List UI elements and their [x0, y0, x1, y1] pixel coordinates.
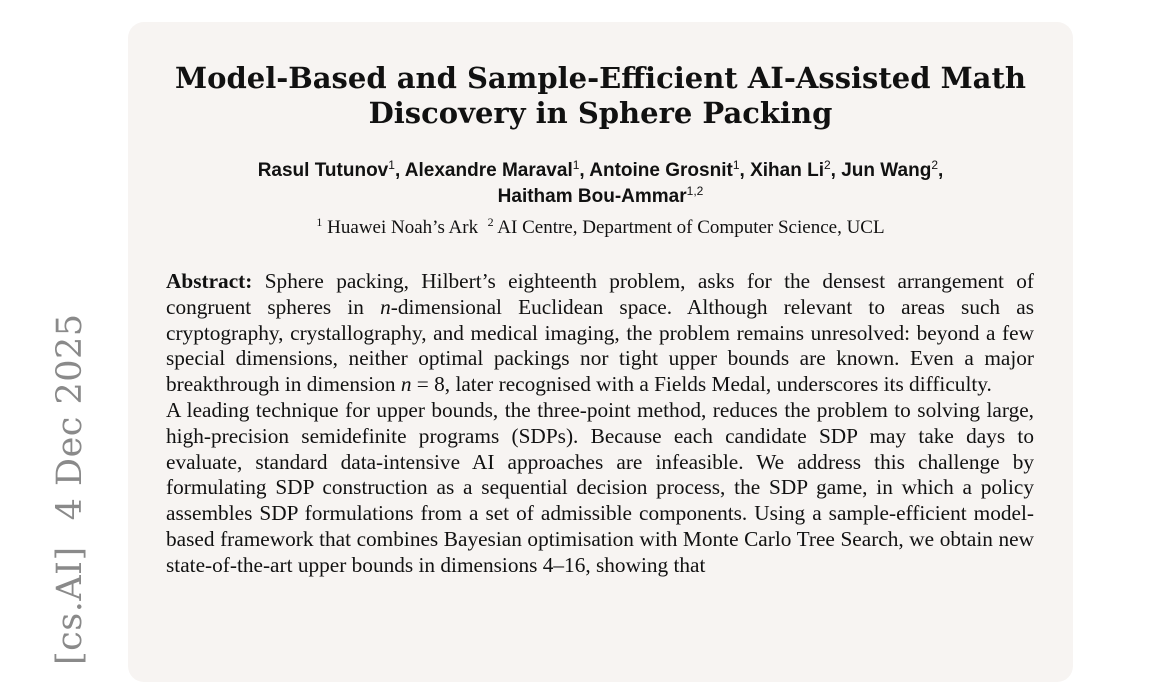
author: Haitham Bou-Ammar$^{1,2}$	[497, 184, 704, 207]
abstract	[166, 269, 1034, 579]
author: Rasul Tutunov$^1$,	[257, 158, 405, 181]
author: Antoine Grosnit$^1$,	[589, 158, 751, 181]
author: Jun Wang$^2$,	[841, 158, 944, 181]
title-line-2: Discovery in Sphere Packing	[368, 96, 833, 130]
arxiv-sidebar-stamp	[50, 313, 90, 665]
author-list	[128, 158, 1073, 210]
affiliations	[128, 215, 1073, 241]
arxiv-date: 4 Dec 2025	[50, 313, 90, 521]
abstract-paragraph-1	[166, 269, 1034, 398]
abstract-paragraph-2: A leading technique for upper bounds, the three-point method, reduces the problem to solving large, high-precision semidefinite programs (SDPs). Because each candidate SDP may take days to evaluate, standard data-intensive AI approaches are infeasible. We address this challenge by formulating SDP construction as a sequential decision process, the SDP game, in which a policy assembles SDP formulations from a set of admissible components. Using a sample-efficient model-based framework that combines Bayesian optimisation with Monte Carlo Tree Search, we obtain new state-of-the-art upper bounds in dimensions 4–16, showing that	[166, 397, 1034, 577]
author: Xihan Li$^2$,	[750, 158, 842, 181]
arxiv-category: [cs.AI]	[50, 546, 90, 665]
abstract-label: Abstract:	[166, 269, 253, 293]
author: Alexandre Maraval$^1$,	[404, 158, 590, 181]
title-line-1: Model-Based and Sample-Efficient AI-Assisted Math	[175, 61, 1026, 95]
abstract-text-1: Sphere packing, Hilbert’s eighteenth problem, asks for the densest arrangement of congruent spheres in n-dimensional Euclidean space. Although relevant to areas such as cryptography, crystallography, and medical imaging, the problem remains unresolved: beyond a few special dimensions, neither optimal packings nor tight upper bounds are known. Even a major breakthrough in dimension n = 8, later recognised with a Fields Medal, underscores its difficulty.	[166, 269, 1034, 397]
affiliation: $^2$ AI Centre, Department of Computer Science, UCL	[487, 215, 885, 238]
paper-title	[128, 61, 1073, 131]
affiliation: $^1$ Huawei Noah’s Ark	[316, 215, 479, 238]
